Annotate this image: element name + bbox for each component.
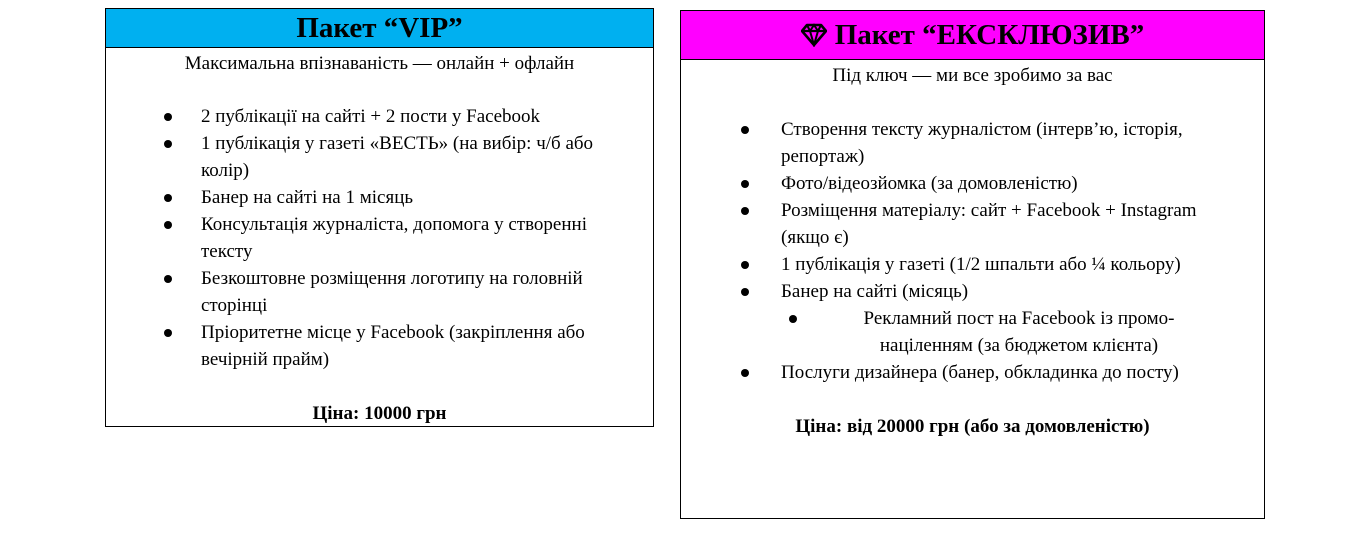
exclusive-package-title: Пакет “ЕКСКЛЮЗИВ” bbox=[834, 18, 1145, 51]
list-item: Банер на сайті (місяць) bbox=[681, 278, 1264, 305]
list-item: Безкоштовне розміщення логотипу на головній сторінці bbox=[106, 265, 653, 319]
exclusive-package-price: Ціна: від 20000 грн (або за домовленістю) bbox=[795, 416, 1150, 437]
bullet-icon bbox=[164, 194, 172, 202]
bullet-icon bbox=[789, 315, 797, 323]
bullet-icon bbox=[741, 261, 749, 269]
exclusive-package-header bbox=[681, 11, 1264, 60]
vip-package-price: Ціна: 10000 грн bbox=[312, 403, 447, 424]
bullet-icon bbox=[164, 221, 172, 229]
list-item: Створення тексту журналістом (інтерв’ю, історія, репортаж) bbox=[681, 116, 1264, 170]
bullet-icon bbox=[164, 329, 172, 337]
exclusive-package-card bbox=[680, 10, 1265, 519]
exclusive-package-subtitle: Під ключ — ми все зробимо за вас bbox=[832, 65, 1113, 86]
bullet-icon bbox=[741, 288, 749, 296]
list-item: Банер на сайті на 1 місяць bbox=[106, 184, 653, 211]
bullet-icon bbox=[741, 126, 749, 134]
exclusive-package-features bbox=[681, 116, 1264, 386]
bullet-icon bbox=[164, 275, 172, 283]
list-item: Розміщення матеріалу: сайт + Facebook + Instagram (якщо є) bbox=[681, 197, 1264, 251]
bullet-icon bbox=[741, 180, 749, 188]
list-item: 2 публікації на сайті + 2 пости у Facebook bbox=[106, 103, 653, 130]
list-item: 1 публікація у газеті (1/2 шпальти або ¼ кольору) bbox=[681, 251, 1264, 278]
list-item: Консультація журналіста, допомога у створенні тексту bbox=[106, 211, 653, 265]
list-item: Послуги дизайнера (банер, обкладинка до посту) bbox=[681, 359, 1264, 386]
list-item: Фото/відеозйомка (за домовленістю) bbox=[681, 170, 1264, 197]
list-item: 1 публікація у газеті «ВЕСТЬ» (на вибір: ч/б або колір) bbox=[106, 130, 653, 184]
list-item: Пріоритетне місце у Facebook (закріплення або вечірній прайм) bbox=[106, 319, 653, 373]
bullet-icon bbox=[164, 113, 172, 121]
bullet-icon bbox=[741, 369, 749, 377]
vip-package-subtitle: Максимальна впізнаваність — онлайн + офлайн bbox=[184, 53, 575, 74]
bullet-icon bbox=[164, 140, 172, 148]
vip-package-features bbox=[106, 103, 653, 373]
vip-package-title: Пакет “VIP” bbox=[296, 11, 463, 44]
vip-package-header bbox=[106, 9, 653, 48]
bullet-icon bbox=[741, 207, 749, 215]
vip-package-card bbox=[105, 8, 654, 427]
list-item: Рекламний пост на Facebook із промо-націленням (за бюджетом клієнта) bbox=[681, 305, 1264, 359]
diamond-icon bbox=[801, 23, 827, 47]
